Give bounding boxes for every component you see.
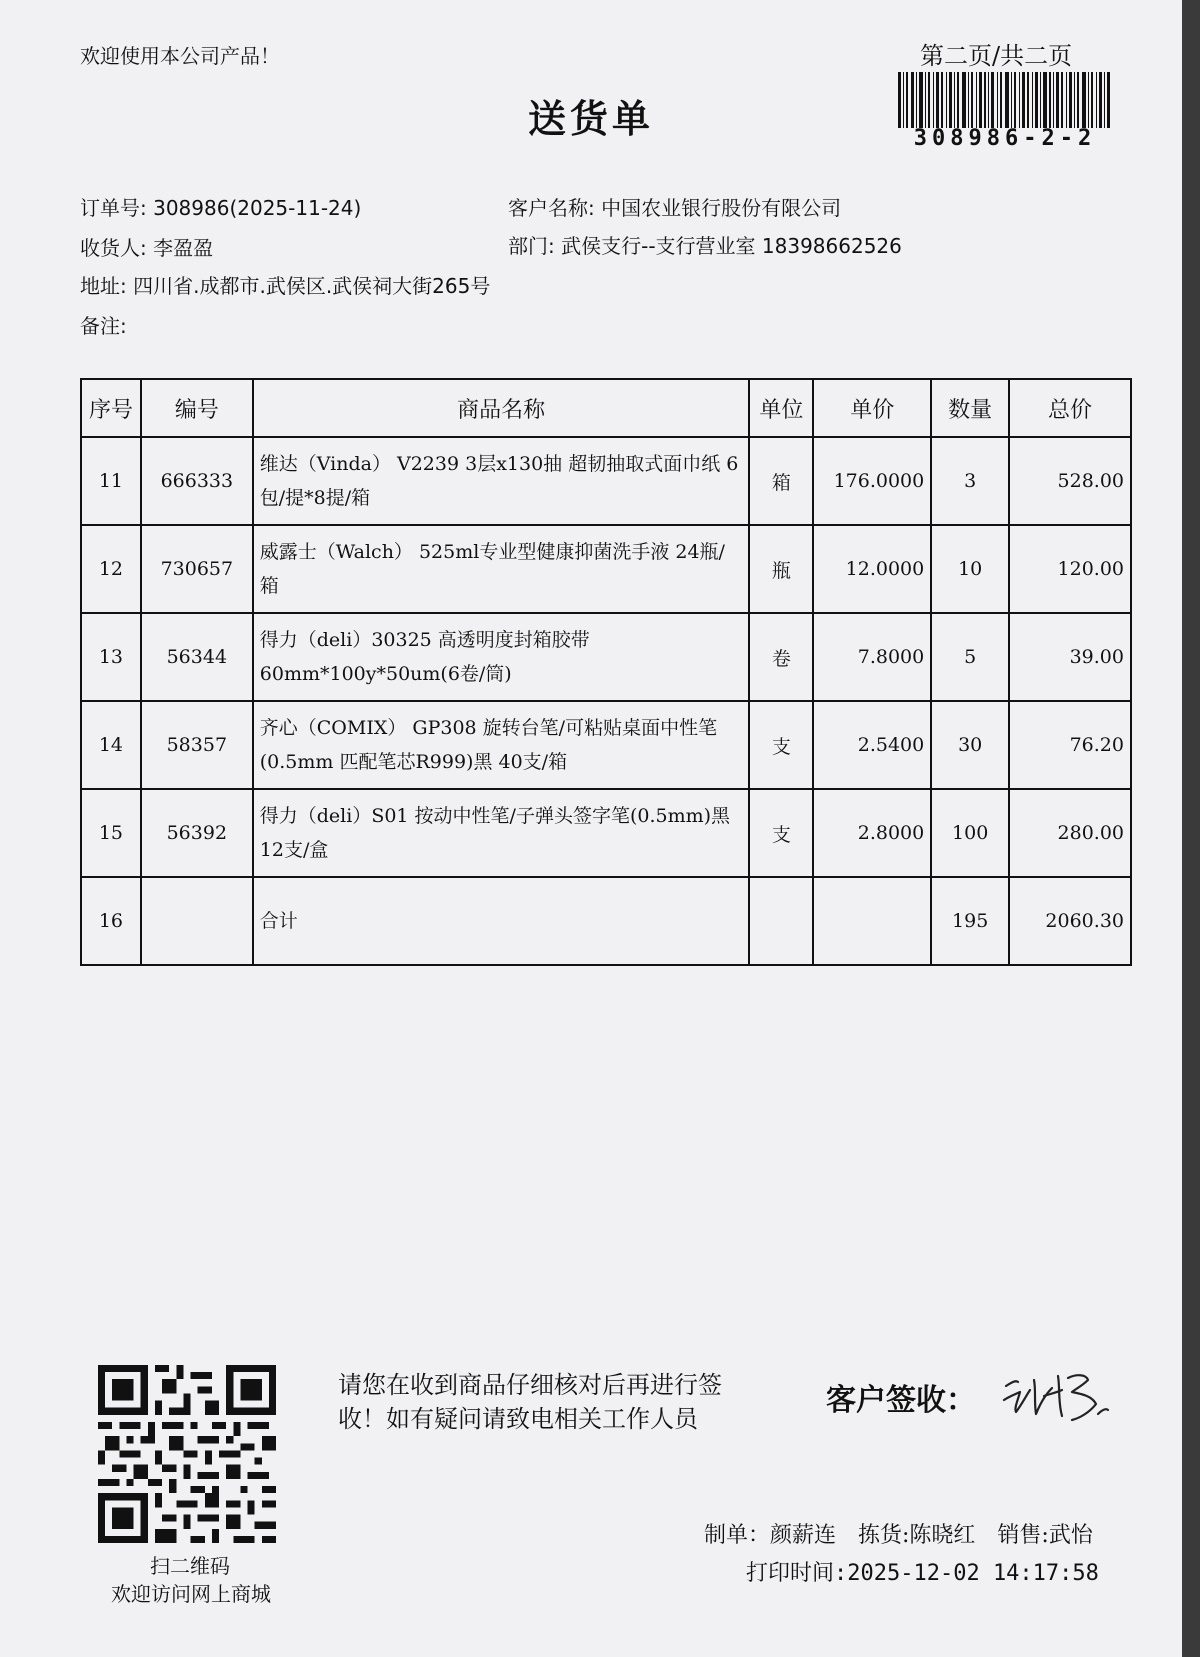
receiver-label: 收货人: [80,236,147,260]
cell-qty: 3 [931,437,1009,525]
customer-sign-label: 客户签收： [826,1383,976,1418]
cell-seq: 13 [81,613,141,701]
header-price: 单价 [813,379,931,437]
customer-name [508,192,841,221]
address [80,270,490,299]
cell-total: 76.20 [1009,701,1131,789]
cell-seq: 14 [81,701,141,789]
cell-unit: 支 [749,789,813,877]
cell-code: 58357 [141,701,253,789]
qr-code-icon [98,1365,276,1543]
cell-total: 39.00 [1009,613,1131,701]
cell-price: 12.0000 [813,525,931,613]
cell-price: 2.8000 [813,789,931,877]
table-row [81,613,1131,701]
document-title: 送货单 [527,97,654,141]
header-seq: 序号 [81,379,141,437]
cell-code: 56392 [141,789,253,877]
cell-price: 176.0000 [813,437,931,525]
remark [80,310,127,339]
staff-info: 制单：颜薪连 拣货:陈晓红 销售:武怡 [704,1523,1093,1548]
print-time: 打印时间:2025-12-02 14:17:58 [746,1561,1099,1586]
order-value: 308986(2025-11-24) [153,196,362,220]
cell-name: 得力（deli）S01 按动中性笔/子弹头签字笔(0.5mm)黑 12支/盒 [253,789,750,877]
cell-price: 2.5400 [813,701,931,789]
address-label: 地址: [80,274,127,298]
qr-caption-shop: 欢迎访问网上商城 [111,1582,271,1606]
cell-name: 威露士（Walch） 525ml专业型健康抑菌洗手液 24瓶/箱 [253,525,750,613]
cell-code: 56344 [141,613,253,701]
order-label: 订单号: [80,196,147,220]
summary-total: 2060.30 [1009,877,1131,965]
barcode-number: 308986-2-2 [913,126,1097,151]
table-row [81,701,1131,789]
summary-label: 合计 [253,877,750,965]
header-qty: 数量 [931,379,1009,437]
customer-value: 中国农业银行股份有限公司 [601,196,842,220]
summary-code-empty [141,877,253,965]
department-value: 武侯支行--支行营业室 18398662526 [561,234,902,258]
header-total: 总价 [1009,379,1131,437]
barcode [898,72,1112,128]
cell-seq: 15 [81,789,141,877]
cell-seq: 12 [81,525,141,613]
summary-qty: 195 [931,877,1009,965]
cell-name: 齐心（COMIX） GP308 旋转台笔/可粘贴桌面中性笔(0.5mm 匹配笔芯R999)黑 40支/箱 [253,701,750,789]
cell-code: 666333 [141,437,253,525]
cell-qty: 30 [931,701,1009,789]
cell-total: 280.00 [1009,789,1131,877]
cell-name: 维达（Vinda） V2239 3层x130抽 超韧抽取式面巾纸 6包/提*8提/箱 [253,437,750,525]
page-info: 第二页/共二页 [920,42,1073,70]
cell-price: 7.8000 [813,613,931,701]
welcome-text: 欢迎使用本公司产品！ [80,44,280,68]
cell-qty: 100 [931,789,1009,877]
header-name: 商品名称 [253,379,750,437]
table-row [81,789,1131,877]
table-row [81,437,1131,525]
cell-total: 528.00 [1009,437,1131,525]
summary-unit-empty [749,877,813,965]
table-row [81,525,1131,613]
check-notice: 请您在收到商品仔细核对后再进行签收！如有疑问请致电相关工作人员 [338,1371,722,1433]
cell-unit: 卷 [749,613,813,701]
cell-seq: 11 [81,437,141,525]
cell-unit: 箱 [749,437,813,525]
remark-label: 备注: [80,314,127,338]
cell-unit: 瓶 [749,525,813,613]
handwritten-signature [1000,1360,1110,1430]
summary-price-empty [813,877,931,965]
department [508,230,902,259]
cell-qty: 5 [931,613,1009,701]
items-table [80,378,1132,966]
cell-unit: 支 [749,701,813,789]
address-value: 四川省.成都市.武侯区.武侯祠大街265号 [133,274,491,298]
table-header-row [81,379,1131,437]
cell-name: 得力（deli）30325 高透明度封箱胶带60mm*100y*50um(6卷/筒) [253,613,750,701]
summary-row [81,877,1131,965]
summary-seq: 16 [81,877,141,965]
receiver [80,232,213,261]
customer-label: 客户名称: [508,196,595,220]
department-label: 部门: [508,234,555,258]
cell-qty: 10 [931,525,1009,613]
receiver-value: 李盈盈 [153,236,214,260]
cell-code: 730657 [141,525,253,613]
qr-caption-scan: 扫二维码 [150,1554,230,1578]
cell-total: 120.00 [1009,525,1131,613]
header-unit: 单位 [749,379,813,437]
header-code: 编号 [141,379,253,437]
order-number [80,192,361,221]
